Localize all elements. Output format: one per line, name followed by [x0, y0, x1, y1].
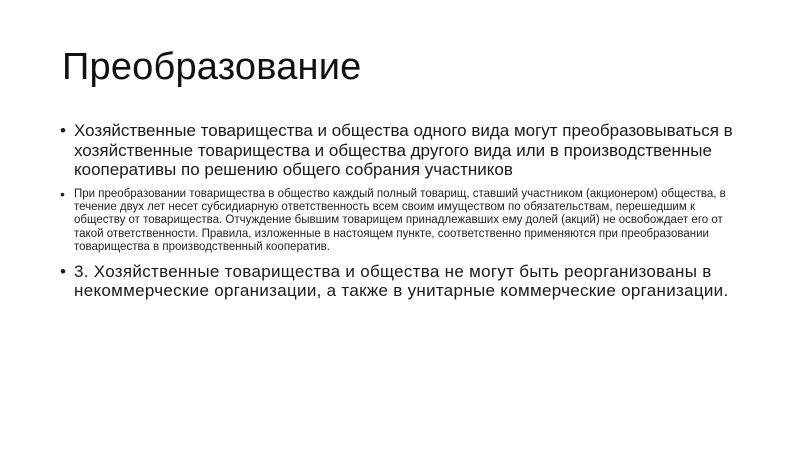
- bullet-text-2: При преобразовании товарищества в общество каждый полный товарищ, ставший участником (акционером) общества, в течение двух лет несет субсидиарную ответственность всем своим имуществом по обязательствам, перешедшим к обществу от товарищества. Отчуждение бывшим товарищем принадлежавших ему долей (акций) не освобождает его от такой ответственности. Правила, изложенные в настоящем пункте, соответственно применяются при преобразовании товарищества в производственный кооператив.: [74, 187, 726, 254]
- bullet-item-1: [60, 121, 740, 180]
- slide-title: Преобразование: [62, 46, 362, 88]
- bullet-text-3: 3. Хозяйственные товарищества и общества не могут быть реорганизованы в некоммерческие организации, а также в унитарные коммерческие организации.: [74, 261, 729, 301]
- bullet-item-2: [60, 185, 740, 255]
- bullet-item-3: [60, 262, 740, 301]
- bullet-marker: •: [60, 185, 65, 202]
- bullet-list: [60, 121, 740, 301]
- bullet-marker: •: [60, 261, 67, 281]
- bullet-text-1: Хозяйственные товарищества и общества одного вида могут преобразовываться в хозяйственные товарищества и общества другого вида или в производственные кооперативы по решению общего собрания участников: [74, 121, 733, 179]
- bullet-marker: •: [60, 121, 66, 140]
